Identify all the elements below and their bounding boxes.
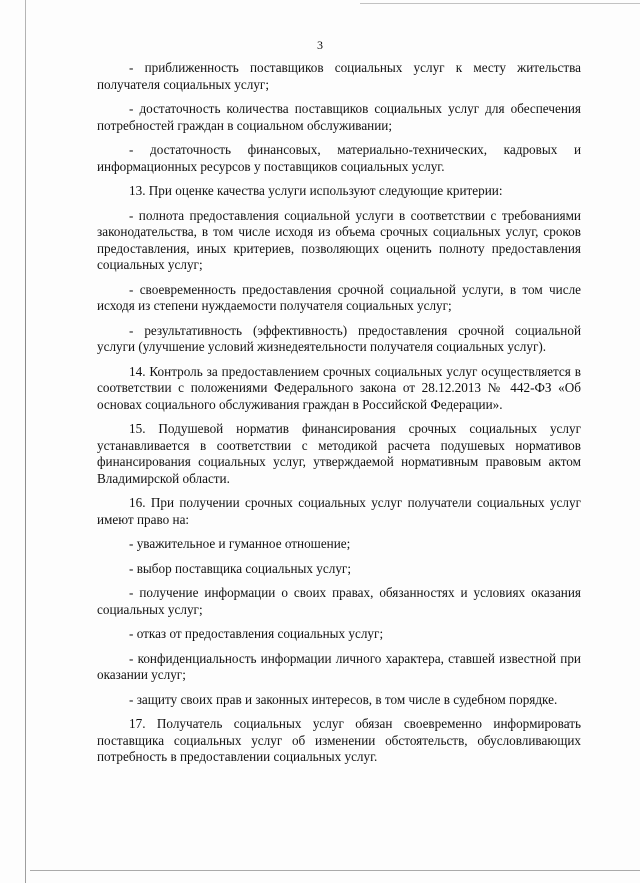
paragraph-provider-count: - достаточность количества поставщиков социальных услуг для обеспечения потребностей граждан в социальном обслуживании; <box>97 101 581 133</box>
scan-edge-bottom <box>30 870 640 871</box>
paragraph-completeness: - полнота предоставления социальной услуги в соответствии с требованиями законодательства, в том числе исходя из объема срочных социальных услуг, сроков предоставления, иных критериев, позволяющих оценить полноту предоставления социальных услуг; <box>97 207 581 272</box>
paragraph-protection: - защиту своих прав и законных интересов, в том числе в судебном порядке. <box>129 691 558 707</box>
paragraph-proximity: - приближенность поставщиков социальных услуг к месту жительства получателя социальных услуг; <box>97 60 581 92</box>
paragraph-resources: - достаточность финансовых, материально-технических, кадровых и информационных ресурсов у поставщиков социальных услуг. <box>97 142 581 174</box>
paragraph-13-quality-criteria: 13. При оценке качества услуги используют следующие критерии: <box>129 183 503 198</box>
paragraph-17-obligation: 17. Получатель социальных услуг обязан своевременно информировать поставщика социальных услуг об изменении обстоятельств, обусловливающих потребность в предоставлении социальных услуг. <box>97 716 581 764</box>
paragraph-respect: - уважительное и гуманное отношение; <box>129 536 351 551</box>
paragraph-refusal: - отказ от предоставления социальных услуг; <box>129 626 384 641</box>
paragraph-information: - получение информации о своих правах, обязанностях и условиях оказания социальных услуг; <box>97 585 581 617</box>
scan-edge-top <box>360 3 640 4</box>
paragraph-14-control: 14. Контроль за предоставлением срочных социальных услуг осуществляется в соответствии с положениями Федерального закона от 28.12.2013 № 442-ФЗ «Об основах социального обслуживания граждан в Российской Федерации». <box>97 363 581 412</box>
paragraph-provider-choice: - выбор поставщика социальных услуг; <box>129 560 352 576</box>
paragraph-15-financing: 15. Подушевой норматив финансирования срочных социальных услуг устанавливается в соответствии с методикой расчета подушевых нормативов финансирования социальных услуг, утверждаемой нормативным правовым актом Владимирской области. <box>97 421 581 486</box>
page-number: 3 <box>317 38 323 52</box>
paragraph-confidentiality: - конфиденциальность информации личного характера, ставшей известной при оказании услуг; <box>97 650 581 682</box>
document-body <box>97 60 581 774</box>
paragraph-effectiveness: - результативность (эффективность) предоставления срочной социальной услуги (улучшение условий жизнедеятельности получателя социальных услуг). <box>97 322 581 354</box>
scan-edge-left <box>25 0 26 883</box>
paragraph-timeliness: - своевременность предоставления срочной социальной услуги, в том числе исходя из степени нуждаемости получателя социальных услуг; <box>97 281 581 313</box>
paragraph-16-rights: 16. При получении срочных социальных услуг получатели социальных услуг имеют право на: <box>97 495 581 527</box>
